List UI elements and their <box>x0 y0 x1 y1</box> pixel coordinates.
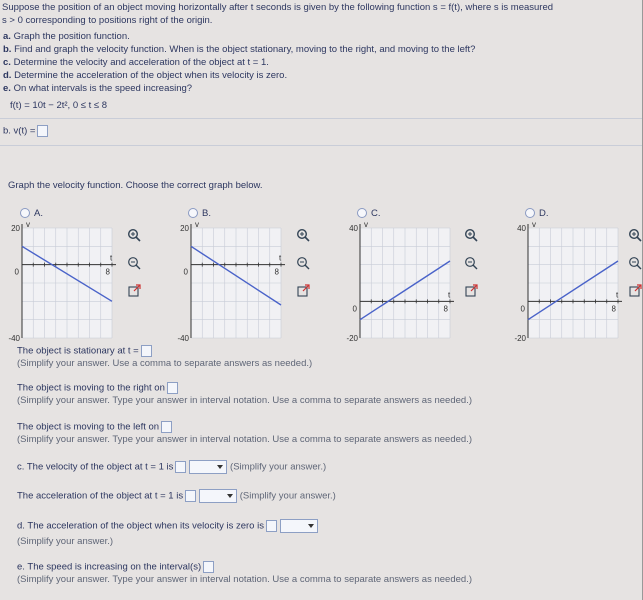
accel-units-dropdown[interactable] <box>199 489 237 503</box>
graph-options <box>0 220 643 345</box>
x-max-label: 8 <box>105 267 110 277</box>
y-min-label: -40 <box>8 334 20 343</box>
right-label: The object is moving to the right on <box>17 382 165 394</box>
y-axis-label: v <box>532 220 536 229</box>
velocity-label: b. v(t) = <box>3 125 36 137</box>
d-hint: (Simplify your answer.) <box>17 536 114 547</box>
zoom-out-icon[interactable] <box>127 256 141 270</box>
c-label: c. The velocity of the object at t = 1 is <box>17 461 174 473</box>
part-a-letter: a. <box>3 31 11 42</box>
part-e <box>3 83 192 94</box>
option-d-radio[interactable] <box>525 208 535 218</box>
e-answer-box[interactable] <box>203 561 214 573</box>
y-min-label: -20 <box>514 334 526 343</box>
y-max-label: 40 <box>517 224 526 233</box>
t-axis-label: t <box>616 290 619 300</box>
part-d-text: Determine the acceleration of the object when its velocity is zero. <box>14 70 288 81</box>
zoom-in-icon[interactable] <box>296 228 310 242</box>
option-a-label: A. <box>34 208 43 219</box>
part-e-text: On what intervals is the speed increasing? <box>13 83 193 94</box>
left-row <box>17 421 172 433</box>
d-label: d. The acceleration of the object when its velocity is zero is <box>17 520 264 532</box>
divider <box>0 118 643 119</box>
t-axis-label: t <box>110 253 113 263</box>
right-answer-box[interactable] <box>167 382 178 394</box>
zoom-out-icon[interactable] <box>296 256 310 270</box>
problem-intro-1: Suppose the position of an object moving horizontally after t seconds is given by the following function s = f(t), where s is measured <box>2 2 554 13</box>
part-b-letter: b. <box>3 44 12 55</box>
option-a-radio[interactable] <box>20 208 30 218</box>
option-c-radio[interactable] <box>357 208 367 218</box>
part-c <box>3 57 269 68</box>
option-d[interactable] <box>525 208 549 219</box>
y-axis-label: v <box>364 220 368 229</box>
option-b-radio[interactable] <box>188 208 198 218</box>
y-axis-label: v <box>195 220 199 229</box>
x-max-label: 8 <box>274 267 279 277</box>
stationary-answer-box[interactable] <box>141 345 152 357</box>
option-d-label: D. <box>539 208 549 219</box>
y-min-label: -40 <box>177 334 189 343</box>
y-max-label: 40 <box>349 224 358 233</box>
open-external-icon[interactable] <box>296 284 310 298</box>
part-c-text: Determine the velocity and acceleration of the object at t = 1. <box>13 57 269 68</box>
c-row <box>17 460 326 474</box>
origin-label: 0 <box>183 267 188 277</box>
part-a-text: Graph the position function. <box>13 31 130 42</box>
option-c-label: C. <box>371 208 381 219</box>
accel-answer-box[interactable] <box>185 490 196 502</box>
d-answer-box[interactable] <box>266 520 277 532</box>
y-min-label: -20 <box>346 334 358 343</box>
origin-label: 0 <box>14 267 19 277</box>
option-c[interactable] <box>357 208 381 219</box>
zoom-out-icon[interactable] <box>628 256 642 270</box>
part-b <box>3 44 475 55</box>
part-d <box>3 70 287 81</box>
stationary-label: The object is stationary at t = <box>17 345 139 357</box>
right-hint: (Simplify your answer. Type your answer in interval notation. Use a comma to separate answers as needed.) <box>17 395 472 406</box>
part-e-letter: e. <box>3 83 11 94</box>
stationary-row <box>17 345 152 357</box>
option-b[interactable] <box>188 208 211 219</box>
part-c-letter: c. <box>3 57 11 68</box>
stationary-hint: (Simplify your answer. Use a comma to separate answers as needed.) <box>17 358 313 369</box>
accel-hint: (Simplify your answer.) <box>239 490 336 502</box>
y-max-label: 20 <box>11 224 20 233</box>
part-d-letter: d. <box>3 70 12 81</box>
d-row <box>17 519 318 533</box>
divider <box>0 145 643 146</box>
open-external-icon[interactable] <box>628 284 642 298</box>
y-max-label: 20 <box>180 224 189 233</box>
e-label: e. The speed is increasing on the interval(s) <box>17 561 202 573</box>
function-definition: f(t) = 10t − 2t², 0 ≤ t ≤ 8 <box>10 100 108 111</box>
c-answer-box[interactable] <box>175 461 186 473</box>
e-hint: (Simplify your answer. Type your answer in interval notation. Use a comma to separate answers as needed.) <box>17 574 472 585</box>
velocity-answer-row <box>3 125 48 137</box>
zoom-in-icon[interactable] <box>127 228 141 242</box>
c-units-dropdown[interactable] <box>189 460 227 474</box>
option-a[interactable] <box>20 208 43 219</box>
x-max-label: 8 <box>611 304 616 314</box>
t-axis-label: t <box>279 253 282 263</box>
e-row <box>17 561 214 573</box>
origin-label: 0 <box>352 304 357 314</box>
y-axis-label: v <box>26 220 30 229</box>
part-a <box>3 31 130 42</box>
left-hint: (Simplify your answer. Type your answer in interval notation. Use a comma to separate answers as needed.) <box>17 434 472 445</box>
velocity-answer-box[interactable] <box>37 125 48 137</box>
left-answer-box[interactable] <box>161 421 172 433</box>
origin-label: 0 <box>520 304 525 314</box>
zoom-in-icon[interactable] <box>628 228 642 242</box>
t-axis-label: t <box>448 290 451 300</box>
open-external-icon[interactable] <box>127 284 141 298</box>
part-b-text: Find and graph the velocity function. When is the object stationary, moving to the right, and moving to the left? <box>14 44 476 55</box>
x-max-label: 8 <box>443 304 448 314</box>
problem-intro-2: s > 0 corresponding to positions right of the origin. <box>2 15 213 26</box>
zoom-in-icon[interactable] <box>464 228 478 242</box>
zoom-out-icon[interactable] <box>464 256 478 270</box>
d-units-dropdown[interactable] <box>280 519 318 533</box>
right-row <box>17 382 178 394</box>
accel-row <box>17 489 336 503</box>
open-external-icon[interactable] <box>464 284 478 298</box>
left-label: The object is moving to the left on <box>17 421 160 433</box>
c-hint: (Simplify your answer.) <box>230 461 327 473</box>
graph-prompt: Graph the velocity function. Choose the correct graph below. <box>8 180 263 191</box>
option-b-label: B. <box>202 208 211 219</box>
accel-label: The acceleration of the object at t = 1 is <box>17 490 184 502</box>
